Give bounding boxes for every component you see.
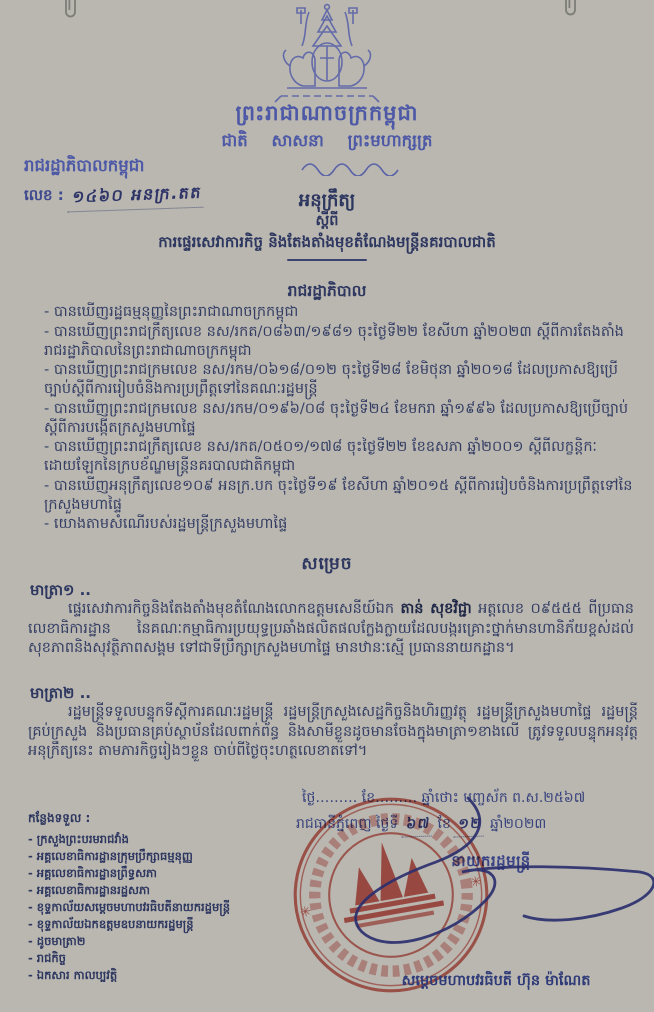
article-2-text: រដ្ឋមន្ត្រីទទួលបន្ទុកទីស្តីការគណៈរដ្ឋមន្ត្រី រដ្ឋមន្ត្រីក្រសួងសេដ្ឋកិច្ចនិងហិរញ្ញវត្ថុ រដ្ឋមន្ត្រីក្រសួងមហាផ្ទៃ រដ្ឋមន្ត្រីគ្រប់ក្រសួង និងប្រធានគ្រប់ស្ថាប័នដែលពាក់ព័ន្ធ និងសាមីខ្លួនដូចមានចែងក្នុងមាត្រា១ខាងលើ ត្រូវទទួលបន្ទុកអនុវត្តអនុក្រឹត្យនេះ តាមភារកិច្ចរៀងៗខ្លួន ចាប់ពីថ្ងៃចុះហត្ថលេខាតទៅ។ [28,704,638,759]
preamble-item: - យោងតាមសំណើរបស់រដ្ឋមន្ត្រីក្រសួងមហាផ្ទៃ [44,516,288,532]
title-divider [287,259,367,261]
cc-item: - ដូចមាត្រា២ [28,934,86,948]
doc-type-title: អនុក្រឹត្យ [298,190,356,211]
month-handwritten: ១២ [454,813,487,837]
officer-name: តាន់ សុខវិជ្ជា [400,601,472,617]
article-1-label: មាត្រា១ .. [30,581,92,599]
place-date-prefix: រាជធានីភ្នំពេញ ថ្ងៃទី [296,816,399,832]
paperclip-icon [60,0,80,26]
article-1-before: ផ្ទេរសេវាការកិច្ចនិងតែងតាំងមុខតំណែងលោកឧត្តមសេនីយ៍ឯក [68,601,401,617]
article-2-label: មាត្រា២ .. [30,684,92,702]
subject-title: ការផ្ទេរសេវាការកិច្ច និងតែងតាំងមុខតំណែងមន្ត្រីនគរបាលជាតិ [158,233,496,251]
cc-item: - អគ្គលេខាធិការដ្ឋានក្រុមប្រឹក្សាធម្មនុញ្ញ [28,849,193,863]
article-1-text [28,600,634,659]
svg-text:✳: ✳ [469,874,483,892]
cc-item: - រាជកិច្ច [28,951,66,965]
royal-arms-emblem-icon [257,2,397,106]
preamble-list [44,303,640,535]
preamble-item: - បានឃើញព្រះរាជក្រមលេខ នស/រកម/០៦១៨/០១២ ចុះថ្ងៃទី២៨ ខែមិថុនា ឆ្នាំ២០១៨ ដែលប្រកាសឱ្យប្រើច្បាប់ស្តីពីការរៀបចំនិងការប្រព្រឹត្តទៅនៃគណៈរដ្ឋមន្ត្រី [44,362,618,397]
government-label: រាជរដ្ឋាភិបាលកម្ពុជា [24,156,145,175]
svg-text:✳: ✳ [298,904,313,922]
cc-item: - អគ្គលេខាធិការដ្ឋានព្រឹទ្ធសភា [28,866,157,880]
year-label: ឆ្នាំ២០២៣ [489,816,547,832]
regarding-label: ស្តីពី [315,213,339,229]
preamble-item: - បានឃើញអនុក្រឹត្យលេខ១០៩ អនក្រ.បក ចុះថ្ងៃទី១៩ ខែសីហា ឆ្នាំ២០១៥ ស្តីពីការរៀបចំនិងការប្រព្រឹត្តទៅនៃក្រសួងមហាផ្ទៃ [44,477,633,513]
cc-heading: កន្លែងទទួល : [28,811,91,825]
kingdom-title: ព្រះរាជាណាចក្រកម្ពុជា [235,101,419,125]
cc-item: - អគ្គលេខាធិការដ្ឋានរដ្ឋសភា [28,883,150,897]
cc-item: - ខុទ្ទកាល័យឯកឧត្តមឧបនាយករដ្ឋមន្ត្រី [28,917,194,931]
cc-list [28,810,298,984]
preamble-item: - បានឃើញព្រះរាជក្រឹត្យលេខ នស/រកត/០៥០១/១៧៨ ចុះថ្ងៃទី២២ ខែឧសភា ឆ្នាំ២០០១ ស្តីពីលក្ខន្តិកៈដោយឡែកនៃក្របខ័ណ្ឌមន្ត្រីនគរបាលជាតិកម្ពុជា [44,439,597,474]
article-1-after: អត្តលេខ ០៩៥៥៥ ពីប្រធានលេខាធិការដ្ឋាន នៃគណៈកម្មាធិការប្រយុទ្ធប្រឆាំងផលិតផលក្លែងក្លាយដែលបង្ករគ្រោះថ្នាក់មានហានិភ័យខ្ពស់ដល់សុខភាពនិងសុវត្ថិភាពសង្គម ទៅជាទីប្រឹក្សាក្រសួងមហាផ្ទៃ មានឋានៈស្មើ ប្រធាននាយកដ្ឋាន។ [28,601,634,656]
paperclip-icon [560,0,580,26]
cc-item: - ខុទ្ទកាល័យសម្តេចមហាបវរធិបតីនាយករដ្ឋមន្ត្រី [28,900,230,914]
lunar-date-line: ថ្ងៃ……… ខែ……… ឆ្នាំថោះ បញ្ចស័ក ព.ស.២៥៦៧ [302,790,586,806]
preamble-item: - បានឃើញព្រះរាជក្រឹត្យលេខ នស/រកត/០៨៦៣/១៩៨១ ចុះថ្ងៃទី២២ ខែសីហា ឆ្នាំ២០២៣ ស្តីពីការតែងតាំងរាជរដ្ឋាភិបាលនៃព្រះរាជាណាចក្រកម្ពុជា [44,323,624,359]
decision-heading: សម្រេច [301,554,353,574]
motto-flourish-icon [300,160,460,180]
month-label: ខែ [437,816,451,832]
cc-item: - ឯកសារ កាលប្បវត្តិ [28,968,118,982]
preamble-item: - បានឃើញរដ្ឋធម្មនុញ្ញនៃព្រះរាជាណាចក្រកម្ពុជា [44,304,299,320]
preamble-item: - បានឃើញព្រះរាជក្រមលេខ នស/រកម/០១៩៦/០៨ ចុះថ្ងៃទី២៤ ខែមករា ឆ្នាំ១៩៩៦ ដែលប្រកាសឱ្យប្រើច្បាប់ ស្តីពីការបង្កើតក្រសួងមហាផ្ទៃ [44,400,629,436]
number-label: លេខ : [24,186,64,204]
preamble-heading: រាជរដ្ឋាភិបាល [287,282,367,300]
cc-item: - ក្រសួងព្រះបរមរាជវាំង [28,832,129,846]
day-handwritten: ៦៧ [401,813,434,837]
national-motto: ជាតិ សាសនា ព្រះមហាក្សត្រ [221,131,433,150]
signer-name: សម្តេចមហាបវរធិបតី ហ៊ុន ម៉ាណែត [401,973,591,989]
number-handwritten: ១៤៦០ អនក្រ.តត [67,182,206,213]
signer-title: នាយករដ្ឋមន្ត្រី [451,852,531,870]
